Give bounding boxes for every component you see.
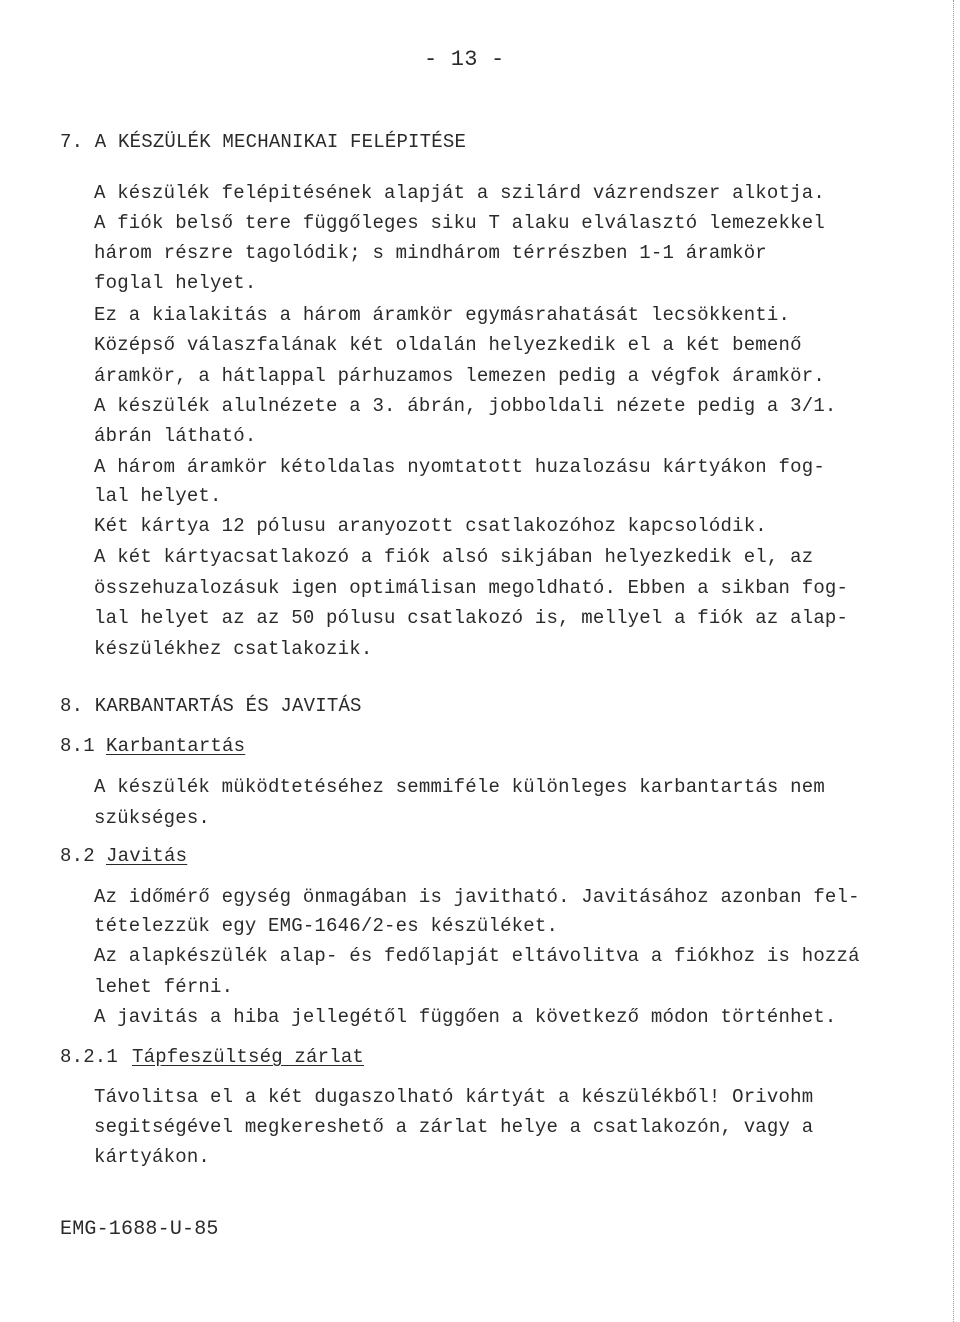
section-7-heading: 7. A KÉSZÜLÉK MECHANIKAI FELÉPITÉSE bbox=[60, 131, 467, 153]
subsection-8-2-1-title: Tápfeszültség zárlat bbox=[132, 1046, 365, 1068]
body-line: lal helyet az az 50 pólusu csatlakozó is, mellyel a fiók az alap- bbox=[94, 607, 849, 629]
subsection-8-1-title: Karbantartás bbox=[106, 735, 246, 757]
body-line: tételezzük egy EMG-1646/2-es készüléket. bbox=[94, 915, 559, 937]
body-line: lehet férni. bbox=[94, 976, 234, 998]
body-line: segitségével megkereshető a zárlat helye a csatlakozón, vagy a bbox=[94, 1116, 814, 1138]
body-line: Távolitsa el a két dugaszolható kártyát a készülékből! Orivohm bbox=[94, 1086, 814, 1108]
body-line: ábrán látható. bbox=[94, 425, 257, 447]
body-line: Ez a kialakitás a három áramkör egymásrahatását lecsökkenti. bbox=[94, 304, 791, 326]
body-line: lal helyet. bbox=[94, 485, 222, 507]
subsection-8-2-title: Javitás bbox=[106, 845, 188, 867]
body-line: A három áramkör kétoldalas nyomtatott huzalozásu kártyákon fog- bbox=[94, 456, 825, 478]
subsection-8-2-1-number: 8.2.1 bbox=[60, 1046, 119, 1068]
body-line: Két kártya 12 pólusu aranyozott csatlakozóhoz kapcsolódik. bbox=[94, 515, 767, 537]
body-line: három részre tagolódik; s mindhárom térrészben 1-1 áramkör bbox=[94, 242, 767, 264]
scan-edge bbox=[953, 0, 960, 1322]
body-line: szükséges. bbox=[94, 807, 211, 829]
body-line: Az alapkészülék alap- és fedőlapját eltávolitva a fiókhoz is hozzá bbox=[94, 945, 860, 967]
document-code: EMG-1688-U-85 bbox=[60, 1218, 219, 1241]
body-line: A javitás a hiba jellegétől függően a következő módon történhet. bbox=[94, 1006, 837, 1028]
body-line: kártyákon. bbox=[94, 1146, 211, 1168]
body-line: A készülék müködtetéséhez semmiféle különleges karbantartás nem bbox=[94, 776, 825, 798]
page-number: - 13 - bbox=[424, 47, 505, 72]
body-line: A két kártyacsatlakozó a fiók alsó sikjában helyezkedik el, az bbox=[94, 546, 814, 568]
body-line: Középső válaszfalának két oldalán helyezkedik el a két bemenő bbox=[94, 334, 802, 356]
body-line: összehuzalozásuk igen optimálisan megoldható. Ebben a sikban fog- bbox=[94, 577, 849, 599]
section-8-heading: 8. KARBANTARTÁS ÉS JAVITÁS bbox=[60, 695, 362, 717]
body-line: áramkör, a hátlappal párhuzamos lemezen pedig a végfok áramkör. bbox=[94, 365, 825, 387]
subsection-8-2-number: 8.2 bbox=[60, 845, 95, 867]
body-line: készülékhez csatlakozik. bbox=[94, 638, 373, 660]
subsection-8-1-number: 8.1 bbox=[60, 735, 95, 757]
body-line: A készülék alulnézete a 3. ábrán, jobboldali nézete pedig a 3/1. bbox=[94, 395, 837, 417]
body-line: A készülék felépitésének alapját a szilárd vázrendszer alkotja. bbox=[94, 182, 825, 204]
body-line: foglal helyet. bbox=[94, 272, 257, 294]
body-line: Az időmérő egység önmagában is javitható. Javitásához azonban fel- bbox=[94, 886, 860, 908]
body-line: A fiók belső tere függőleges siku T alaku elválasztó lemezekkel bbox=[94, 212, 825, 234]
